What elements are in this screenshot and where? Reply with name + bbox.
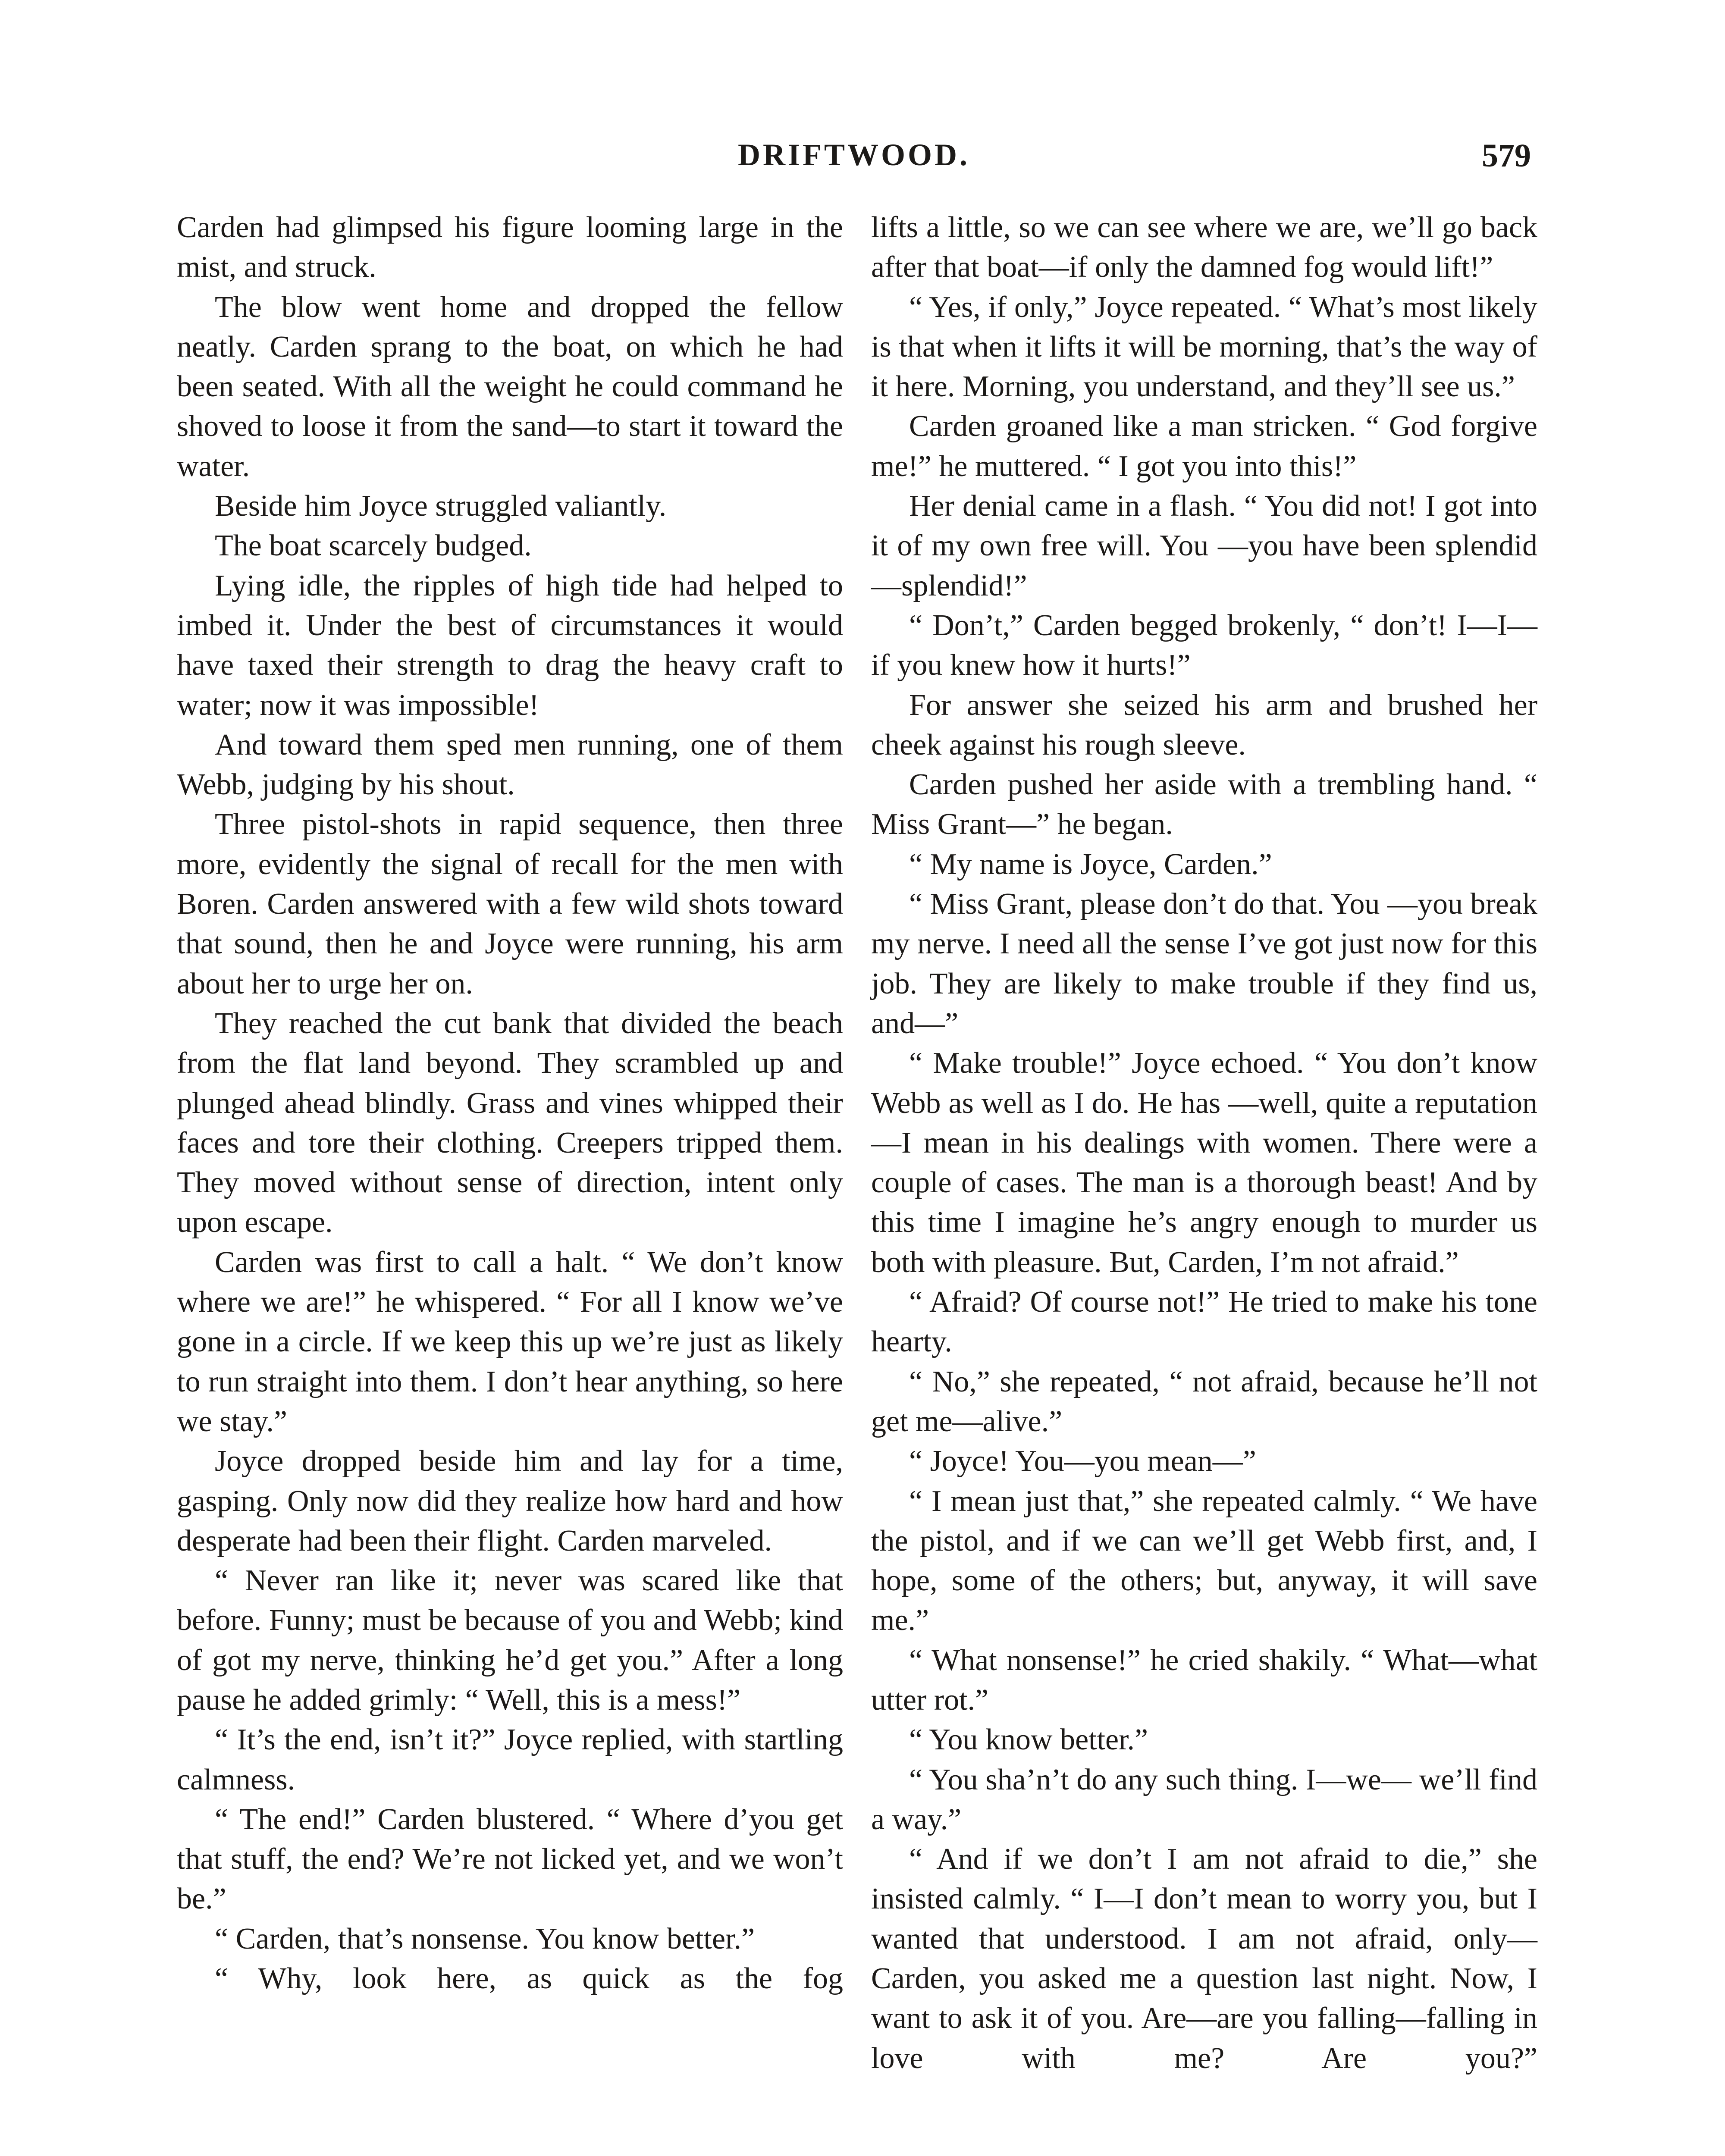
paragraph: And toward them sped men running, one of them Webb, judging by his shout. xyxy=(177,728,843,802)
paragraph: “ Why, look here, as quick as the fog xyxy=(215,1962,843,1996)
paragraph: For answer she seized his arm and brushed her cheek against his rough sleeve. xyxy=(871,688,1537,761)
paragraph: “ No,” she repeated, “ not afraid, because he’ll not get me—alive.” xyxy=(871,1365,1537,1438)
right-column xyxy=(871,208,1537,2078)
paragraph: The boat scarcely budged. xyxy=(215,529,532,563)
paragraph: The blow went home and dropped the fellow neatly. Carden sprang to the boat, on which he had been seated. With all the weight he could command he shoved to loose it from the sand—to start it toward the water. xyxy=(177,290,843,483)
paragraph: Lying idle, the ripples of high tide had helped to imbed it. Under the best of circumstances it would have taxed their strength to drag the heavy craft to water; now it was impossible! xyxy=(177,569,843,722)
running-head: DRIFTWOOD. xyxy=(737,138,970,172)
paragraph: “ You sha’n’t do any such thing. I—we— we’ll find a way.” xyxy=(871,1763,1537,1836)
paragraph: “ Never ran like it; never was scared like that before. Funny; must be because of you and Webb; kind of got my nerve, thinking he’d get you.” After a long pause he added grimly: “ Well, this is a mess!” xyxy=(177,1564,843,1717)
paragraph: Three pistol-shots in rapid sequence, then three more, evidently the signal of recall for the men with Boren. Carden answered with a few wild shots toward that sound, then he and Joyce were running, his arm about her to urge her on. xyxy=(177,808,843,1000)
paragraph: Beside him Joyce struggled valiantly. xyxy=(215,489,667,523)
paragraph: “ Miss Grant, please don’t do that. You —you break my nerve. I need all the sense I’ve got just now for this job. They are likely to make trouble if they find us, and—” xyxy=(871,887,1537,1040)
page-header xyxy=(177,137,1531,189)
page-number: 579 xyxy=(1482,138,1531,174)
paragraph: “ Afraid? Of course not!” He tried to make his tone hearty. xyxy=(871,1285,1537,1359)
paragraph: “ You know better.” xyxy=(909,1723,1148,1757)
paragraph: “ The end!” Carden blustered. “ Where d’you get that stuff, the end? We’re not licked yet, and we won’t be.” xyxy=(177,1802,843,1916)
paragraph: “ Joyce! You—you mean—” xyxy=(909,1445,1256,1478)
paragraph: “ I mean just that,” she repeated calmly. “ We have the pistol, and if we can we’ll get Webb first, and, I hope, some of the others; but, anyway, it will save me.” xyxy=(871,1484,1537,1637)
paragraph: lifts a little, so we can see where we are, we’ll go back after that boat—if only the damned fog would lift!” xyxy=(871,211,1537,284)
paragraph: Carden was first to call a halt. “ We don’t know where we are!” he whispered. “ For all I know we’ve gone in a circle. If we keep this up we’re just as likely to run straight into them. I don’t hear anything, so here we stay.” xyxy=(177,1245,843,1438)
paragraph: Her denial came in a flash. “ You did not! I got into it of my own free will. You —you have been splendid—splendid!” xyxy=(871,489,1537,602)
paragraph: “ What nonsense!” he cried shakily. “ What—what utter rot.” xyxy=(871,1643,1537,1717)
paragraph: Joyce dropped beside him and lay for a time, gasping. Only now did they realize how hard and how desperate had been their flight. Carden marveled. xyxy=(177,1445,843,1557)
paragraph: “ Yes, if only,” Joyce repeated. “ What’s most likely is that when it lifts it will be morning, that’s the way of it here. Morning, you understand, and they’ll see us.” xyxy=(871,290,1537,404)
paragraph: Carden groaned like a man stricken. “ God forgive me!” he muttered. “ I got you into this!” xyxy=(871,410,1537,483)
paragraph: They reached the cut bank that divided the beach from the flat land beyond. They scrambled up and plunged ahead blindly. Grass and vines whipped their faces and tore their clothing. Creepers tripped them. They moved without sense of direction, intent only upon escape. xyxy=(177,1006,843,1239)
paragraph: “ Carden, that’s nonsense. You know better.” xyxy=(215,1922,755,1955)
paragraph: Carden had glimpsed his figure looming large in the mist, and struck. xyxy=(177,211,843,284)
paragraph: “ And if we don’t I am not afraid to die,” she insisted calmly. “ I—I don’t mean to worry you, but I wanted that understood. I am not afraid, only—Carden, you asked me a question last night. Now, I want to ask it of you. Are—are you falling—falling in love with me? Are you?” xyxy=(871,1843,1537,2075)
paragraph: “ Make trouble!” Joyce echoed. “ You don’t know Webb as well as I do. He has —well, quite a reputation—I mean in his dealings with women. There were a couple of cases. The man is a thorough beast! And by this time I imagine he’s angry enough to murder us both with pleasure. But, Carden, I’m not afraid.” xyxy=(871,1047,1537,1279)
left-column xyxy=(177,208,843,1999)
paragraph: “ It’s the end, isn’t it?” Joyce replied, with startling calmness. xyxy=(177,1723,843,1796)
paragraph: “ Don’t,” Carden begged brokenly, “ don’t! I—I—if you knew how it hurts!” xyxy=(871,608,1537,682)
paragraph: Carden pushed her aside with a trembling hand. “ Miss Grant—” he began. xyxy=(871,768,1537,841)
paragraph: “ My name is Joyce, Carden.” xyxy=(909,847,1272,881)
